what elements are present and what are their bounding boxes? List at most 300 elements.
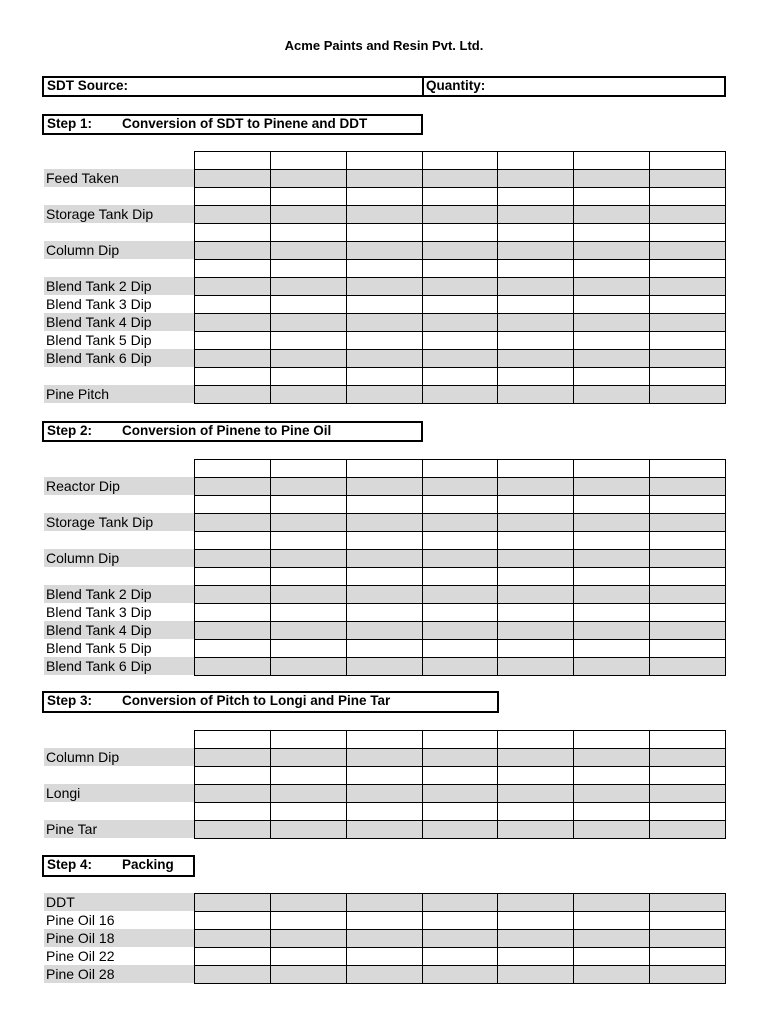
grid-cell[interactable]: [270, 658, 346, 676]
grid-cell[interactable]: [650, 386, 726, 404]
table-row: [195, 496, 726, 514]
grid-cell[interactable]: [574, 478, 650, 496]
grid-cell[interactable]: [346, 478, 422, 496]
row-label: Blend Tank 2 Dip: [44, 585, 194, 603]
grid-cell[interactable]: [346, 296, 422, 314]
grid-cell[interactable]: [498, 550, 574, 568]
grid-cell[interactable]: [650, 368, 726, 386]
grid-cell[interactable]: [574, 332, 650, 350]
grid-cell[interactable]: [498, 278, 574, 296]
grid-cell[interactable]: [346, 658, 422, 676]
grid-cell[interactable]: [270, 604, 346, 622]
grid-cell[interactable]: [270, 622, 346, 640]
grid-cell[interactable]: [422, 622, 498, 640]
grid-cell[interactable]: [270, 368, 346, 386]
grid-cell[interactable]: [195, 460, 271, 478]
grid-cell[interactable]: [650, 478, 726, 496]
grid-cell[interactable]: [270, 278, 346, 296]
table-row: [195, 532, 726, 550]
grid-cell[interactable]: [346, 332, 422, 350]
grid-cell[interactable]: [498, 242, 574, 260]
grid-cell[interactable]: [574, 224, 650, 242]
grid-cell[interactable]: [498, 386, 574, 404]
grid-cell[interactable]: [346, 188, 422, 206]
grid-cell[interactable]: [650, 586, 726, 604]
grid-cell[interactable]: [650, 188, 726, 206]
table-row: [195, 785, 726, 803]
grid-cell[interactable]: [574, 658, 650, 676]
grid-cell[interactable]: [270, 332, 346, 350]
grid-cell[interactable]: [422, 206, 498, 224]
grid-cell[interactable]: [270, 966, 346, 984]
table-row: [195, 948, 726, 966]
grid-cell[interactable]: [422, 296, 498, 314]
grid-cell[interactable]: [195, 622, 271, 640]
grid-cell[interactable]: [346, 767, 422, 785]
grid-cell[interactable]: [498, 785, 574, 803]
grid-cell[interactable]: [498, 296, 574, 314]
grid-cell[interactable]: [346, 278, 422, 296]
table-row: [195, 550, 726, 568]
step-2-number: Step 2:: [47, 423, 93, 438]
grid-cell[interactable]: [346, 586, 422, 604]
grid-cell[interactable]: [650, 242, 726, 260]
grid-cell[interactable]: [574, 604, 650, 622]
grid-cell[interactable]: [498, 622, 574, 640]
grid-cell[interactable]: [195, 948, 271, 966]
grid-cell[interactable]: [650, 749, 726, 767]
sdt-source-label: SDT Source:: [47, 78, 129, 93]
grid-cell[interactable]: [422, 948, 498, 966]
grid-cell[interactable]: [270, 260, 346, 278]
grid-cell[interactable]: [574, 260, 650, 278]
grid-cell[interactable]: [195, 586, 271, 604]
grid-cell[interactable]: [422, 767, 498, 785]
grid-cell[interactable]: [498, 948, 574, 966]
grid-cell[interactable]: [195, 658, 271, 676]
row-label: Pine Pitch: [44, 385, 194, 403]
grid-cell[interactable]: [574, 314, 650, 332]
grid-cell[interactable]: [346, 930, 422, 948]
grid-cell[interactable]: [498, 966, 574, 984]
grid-cell[interactable]: [195, 966, 271, 984]
quantity-field[interactable]: [499, 78, 719, 95]
grid-cell[interactable]: [574, 170, 650, 188]
grid-cell[interactable]: [270, 460, 346, 478]
grid-cell[interactable]: [422, 785, 498, 803]
grid-cell[interactable]: [195, 785, 271, 803]
grid-cell[interactable]: [195, 749, 271, 767]
grid-cell[interactable]: [498, 767, 574, 785]
grid-cell[interactable]: [422, 658, 498, 676]
grid-cell[interactable]: [346, 496, 422, 514]
grid-cell[interactable]: [195, 821, 271, 839]
table-row: [195, 821, 726, 839]
grid-cell[interactable]: [422, 912, 498, 930]
grid-cell[interactable]: [195, 332, 271, 350]
grid-cell[interactable]: [650, 550, 726, 568]
grid-cell[interactable]: [498, 460, 574, 478]
grid-cell[interactable]: [574, 912, 650, 930]
grid-cell[interactable]: [346, 152, 422, 170]
grid-cell[interactable]: [574, 749, 650, 767]
grid-cell[interactable]: [422, 314, 498, 332]
grid-cell[interactable]: [270, 785, 346, 803]
grid-cell[interactable]: [195, 170, 271, 188]
grid-cell[interactable]: [346, 314, 422, 332]
grid-cell[interactable]: [195, 496, 271, 514]
grid-cell[interactable]: [422, 188, 498, 206]
grid-cell[interactable]: [498, 912, 574, 930]
grid-cell[interactable]: [270, 948, 346, 966]
grid-cell[interactable]: [650, 152, 726, 170]
grid-cell[interactable]: [574, 586, 650, 604]
grid-cell[interactable]: [498, 332, 574, 350]
grid-cell[interactable]: [422, 332, 498, 350]
grid-cell[interactable]: [650, 894, 726, 912]
grid-cell[interactable]: [650, 785, 726, 803]
grid-cell[interactable]: [195, 152, 271, 170]
grid-cell[interactable]: [574, 188, 650, 206]
grid-cell[interactable]: [650, 767, 726, 785]
grid-cell[interactable]: [574, 966, 650, 984]
grid-cell[interactable]: [498, 749, 574, 767]
grid-cell[interactable]: [346, 242, 422, 260]
grid-cell[interactable]: [346, 550, 422, 568]
grid-cell[interactable]: [422, 460, 498, 478]
grid-cell[interactable]: [270, 640, 346, 658]
grid-cell[interactable]: [574, 821, 650, 839]
grid-cell[interactable]: [574, 803, 650, 821]
grid-cell[interactable]: [270, 478, 346, 496]
grid-cell[interactable]: [498, 803, 574, 821]
grid-cell[interactable]: [422, 152, 498, 170]
grid-cell[interactable]: [574, 152, 650, 170]
grid-cell[interactable]: [574, 767, 650, 785]
grid-cell[interactable]: [574, 785, 650, 803]
row-label: Pine Tar: [44, 820, 194, 838]
grid-cell[interactable]: [650, 296, 726, 314]
grid-cell[interactable]: [650, 930, 726, 948]
grid-cell[interactable]: [498, 368, 574, 386]
grid-cell[interactable]: [195, 278, 271, 296]
grid-cell[interactable]: [650, 912, 726, 930]
step-3-number: Step 3:: [47, 693, 93, 708]
grid-cell[interactable]: [650, 821, 726, 839]
grid-cell[interactable]: [574, 278, 650, 296]
grid-cell[interactable]: [650, 948, 726, 966]
grid-cell[interactable]: [498, 731, 574, 749]
grid-cell[interactable]: [346, 568, 422, 586]
grid-cell[interactable]: [346, 749, 422, 767]
grid-cell[interactable]: [346, 821, 422, 839]
grid-cell[interactable]: [346, 170, 422, 188]
grid-cell[interactable]: [574, 514, 650, 532]
grid-cell[interactable]: [270, 568, 346, 586]
row-label: Blend Tank 4 Dip: [44, 313, 194, 331]
grid-cell[interactable]: [346, 368, 422, 386]
grid-cell[interactable]: [270, 930, 346, 948]
grid-cell[interactable]: [650, 332, 726, 350]
grid-cell[interactable]: [422, 514, 498, 532]
grid-cell[interactable]: [270, 912, 346, 930]
row-label-spacer: [44, 367, 194, 385]
grid-cell[interactable]: [422, 224, 498, 242]
table-row: [195, 912, 726, 930]
table-row: [195, 514, 726, 532]
grid-cell[interactable]: [346, 640, 422, 658]
grid-cell[interactable]: [574, 532, 650, 550]
grid-cell[interactable]: [195, 532, 271, 550]
grid-cell[interactable]: [650, 622, 726, 640]
step-3-title: Conversion of Pitch to Longi and Pine Tar: [122, 693, 391, 708]
grid-cell[interactable]: [195, 803, 271, 821]
grid-cell[interactable]: [422, 350, 498, 368]
table-row: [195, 604, 726, 622]
grid-cell[interactable]: [498, 894, 574, 912]
grid-cell[interactable]: [270, 514, 346, 532]
grid-cell[interactable]: [498, 224, 574, 242]
table-row: [195, 332, 726, 350]
grid-cell[interactable]: [498, 314, 574, 332]
grid-cell[interactable]: [422, 894, 498, 912]
grid-cell[interactable]: [270, 296, 346, 314]
grid-cell[interactable]: [498, 930, 574, 948]
grid-cell[interactable]: [498, 496, 574, 514]
step-4-grid: [194, 893, 726, 984]
grid-cell[interactable]: [270, 550, 346, 568]
grid-cell[interactable]: [270, 242, 346, 260]
grid-cell[interactable]: [422, 803, 498, 821]
grid-cell[interactable]: [422, 550, 498, 568]
grid-cell[interactable]: [422, 386, 498, 404]
grid-cell[interactable]: [650, 604, 726, 622]
grid-cell[interactable]: [195, 260, 271, 278]
grid-cell[interactable]: [270, 314, 346, 332]
grid-cell[interactable]: [650, 658, 726, 676]
grid-cell[interactable]: [574, 550, 650, 568]
grid-cell[interactable]: [422, 568, 498, 586]
grid-cell[interactable]: [498, 350, 574, 368]
grid-cell[interactable]: [422, 586, 498, 604]
grid-cell[interactable]: [422, 930, 498, 948]
grid-cell[interactable]: [498, 532, 574, 550]
grid-cell[interactable]: [574, 640, 650, 658]
sdt-source-field[interactable]: [144, 78, 419, 95]
row-label: Blend Tank 6 Dip: [44, 349, 194, 367]
grid-cell[interactable]: [195, 514, 271, 532]
grid-cell[interactable]: [195, 640, 271, 658]
grid-cell[interactable]: [346, 532, 422, 550]
grid-cell[interactable]: [650, 640, 726, 658]
grid-cell[interactable]: [346, 785, 422, 803]
table-row: [195, 966, 726, 984]
grid-cell[interactable]: [422, 368, 498, 386]
grid-cell[interactable]: [650, 206, 726, 224]
table-row: [195, 930, 726, 948]
grid-cell[interactable]: [422, 821, 498, 839]
table-row: [195, 894, 726, 912]
row-label-spacer: [44, 259, 194, 277]
page-title: Acme Paints and Resin Pvt. Ltd.: [284, 38, 484, 53]
grid-cell[interactable]: [270, 731, 346, 749]
grid-cell[interactable]: [346, 224, 422, 242]
grid-cell[interactable]: [574, 350, 650, 368]
grid-cell[interactable]: [270, 749, 346, 767]
grid-cell[interactable]: [270, 152, 346, 170]
grid-cell[interactable]: [574, 368, 650, 386]
grid-cell[interactable]: [650, 350, 726, 368]
grid-cell[interactable]: [195, 568, 271, 586]
table-row: [195, 658, 726, 676]
grid-cell[interactable]: [422, 532, 498, 550]
grid-cell[interactable]: [346, 460, 422, 478]
grid-cell[interactable]: [574, 894, 650, 912]
row-label: Column Dip: [44, 241, 194, 259]
grid-cell[interactable]: [422, 242, 498, 260]
grid-cell[interactable]: [422, 966, 498, 984]
grid-cell[interactable]: [574, 242, 650, 260]
grid-cell[interactable]: [650, 314, 726, 332]
grid-cell[interactable]: [270, 170, 346, 188]
grid-cell[interactable]: [195, 368, 271, 386]
grid-cell[interactable]: [270, 350, 346, 368]
grid-cell[interactable]: [650, 460, 726, 478]
grid-cell[interactable]: [650, 224, 726, 242]
grid-cell[interactable]: [346, 966, 422, 984]
grid-cell[interactable]: [574, 731, 650, 749]
grid-cell[interactable]: [574, 386, 650, 404]
grid-cell[interactable]: [270, 586, 346, 604]
grid-cell[interactable]: [195, 912, 271, 930]
row-label: Storage Tank Dip: [44, 205, 194, 223]
grid-cell[interactable]: [650, 170, 726, 188]
row-label-spacer: [44, 495, 194, 513]
grid-cell[interactable]: [498, 478, 574, 496]
grid-cell[interactable]: [422, 496, 498, 514]
grid-cell[interactable]: [498, 514, 574, 532]
grid-cell[interactable]: [498, 640, 574, 658]
grid-cell[interactable]: [650, 568, 726, 586]
grid-cell[interactable]: [498, 152, 574, 170]
grid-cell[interactable]: [195, 224, 271, 242]
grid-cell[interactable]: [195, 314, 271, 332]
grid-cell[interactable]: [650, 803, 726, 821]
grid-cell[interactable]: [270, 206, 346, 224]
grid-cell[interactable]: [650, 260, 726, 278]
grid-cell[interactable]: [346, 894, 422, 912]
grid-cell[interactable]: [422, 478, 498, 496]
grid-cell[interactable]: [346, 622, 422, 640]
grid-cell[interactable]: [650, 496, 726, 514]
grid-cell[interactable]: [195, 930, 271, 948]
grid-cell[interactable]: [195, 478, 271, 496]
table-row: [195, 170, 726, 188]
grid-cell[interactable]: [650, 532, 726, 550]
grid-cell[interactable]: [195, 386, 271, 404]
grid-cell[interactable]: [346, 260, 422, 278]
step-2-grid: [194, 459, 726, 676]
grid-cell[interactable]: [650, 966, 726, 984]
grid-cell[interactable]: [346, 912, 422, 930]
grid-cell[interactable]: [195, 242, 271, 260]
grid-cell[interactable]: [422, 170, 498, 188]
grid-cell[interactable]: [498, 170, 574, 188]
grid-cell[interactable]: [498, 188, 574, 206]
grid-cell[interactable]: [650, 731, 726, 749]
grid-cell[interactable]: [270, 894, 346, 912]
step-1-grid: [194, 151, 726, 404]
grid-cell[interactable]: [574, 206, 650, 224]
grid-cell[interactable]: [346, 386, 422, 404]
grid-cell[interactable]: [574, 622, 650, 640]
grid-cell[interactable]: [574, 296, 650, 314]
grid-cell[interactable]: [195, 731, 271, 749]
grid-cell[interactable]: [346, 206, 422, 224]
grid-cell[interactable]: [574, 496, 650, 514]
grid-cell[interactable]: [574, 568, 650, 586]
grid-cell[interactable]: [498, 586, 574, 604]
grid-cell[interactable]: [422, 604, 498, 622]
grid-cell[interactable]: [270, 188, 346, 206]
grid-cell[interactable]: [195, 604, 271, 622]
grid-cell[interactable]: [270, 386, 346, 404]
grid-cell[interactable]: [346, 514, 422, 532]
grid-cell[interactable]: [498, 604, 574, 622]
grid-cell[interactable]: [574, 948, 650, 966]
row-label: Blend Tank 3 Dip: [46, 296, 152, 312]
grid-cell[interactable]: [422, 749, 498, 767]
grid-cell[interactable]: [346, 350, 422, 368]
grid-cell[interactable]: [270, 532, 346, 550]
row-label: Blend Tank 6 Dip: [44, 657, 194, 675]
row-label: Column Dip: [44, 549, 194, 567]
grid-cell[interactable]: [422, 260, 498, 278]
grid-cell[interactable]: [346, 604, 422, 622]
grid-cell[interactable]: [422, 731, 498, 749]
grid-cell[interactable]: [498, 821, 574, 839]
grid-cell[interactable]: [195, 894, 271, 912]
grid-cell[interactable]: [195, 550, 271, 568]
grid-cell[interactable]: [498, 568, 574, 586]
grid-cell[interactable]: [270, 224, 346, 242]
grid-cell[interactable]: [574, 460, 650, 478]
grid-cell[interactable]: [498, 658, 574, 676]
grid-cell[interactable]: [498, 260, 574, 278]
grid-cell[interactable]: [195, 206, 271, 224]
grid-cell[interactable]: [195, 188, 271, 206]
grid-cell[interactable]: [270, 821, 346, 839]
grid-cell[interactable]: [270, 803, 346, 821]
grid-cell[interactable]: [422, 640, 498, 658]
table-row: [195, 803, 726, 821]
grid-cell[interactable]: [195, 350, 271, 368]
grid-cell[interactable]: [650, 278, 726, 296]
grid-cell[interactable]: [574, 930, 650, 948]
grid-cell[interactable]: [346, 803, 422, 821]
row-label: Blend Tank 5 Dip: [46, 640, 152, 656]
grid-cell[interactable]: [346, 731, 422, 749]
grid-cell[interactable]: [422, 278, 498, 296]
table-row: [195, 206, 726, 224]
grid-cell[interactable]: [195, 296, 271, 314]
grid-cell[interactable]: [346, 948, 422, 966]
grid-cell[interactable]: [498, 206, 574, 224]
grid-cell[interactable]: [270, 767, 346, 785]
grid-cell[interactable]: [195, 767, 271, 785]
grid-cell[interactable]: [650, 514, 726, 532]
grid-cell[interactable]: [270, 496, 346, 514]
